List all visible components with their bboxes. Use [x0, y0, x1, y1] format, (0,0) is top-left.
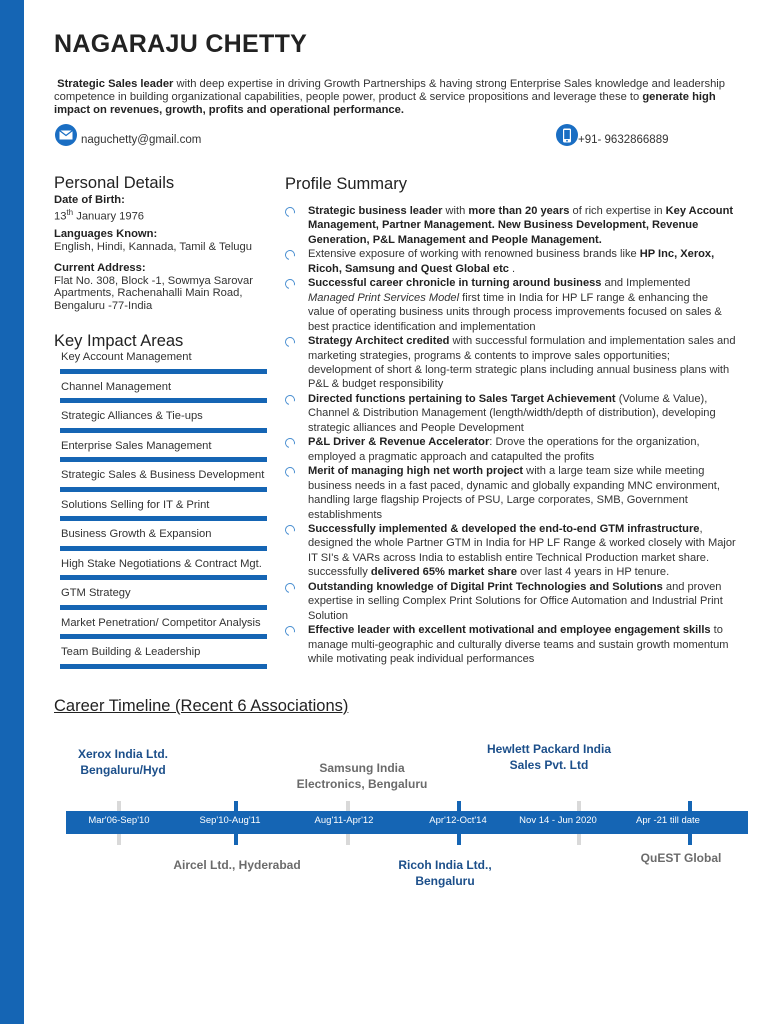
profile-bullet: Strategic business leader with more than 20 years of rich expertise in Key Account Management, Partner Management. New Business Development, Revenue Generation, P&L Management and People Management.: [284, 204, 736, 247]
address-block: [54, 262, 279, 312]
impact-item-label: Strategic Alliances & Tie-ups: [61, 410, 203, 422]
summary-bold-lead: Strategic Sales leader: [57, 78, 174, 90]
email-address[interactable]: naguchetty@gmail.com: [81, 134, 202, 146]
bullet-icon: [283, 581, 297, 595]
timeline-period: Aug'11-Apr'12: [314, 815, 374, 826]
impact-item-bar: [60, 605, 267, 610]
timeline-period: Mar'06-Sep'10: [88, 815, 150, 826]
impact-item-bar: [60, 398, 267, 403]
summary-text: with deep expertise in driving Growth Partnerships & having strong Enterprise Sales knowledge and leadership competence in building organizational capabilities, people power, product & service propositions and leverage these to: [54, 78, 726, 104]
dob-day: 13: [54, 210, 67, 223]
career-timeline-heading: Career Timeline (Recent 6 Associations): [54, 697, 349, 715]
personal-details-heading: Personal Details: [54, 174, 175, 192]
address-line-3: Bengaluru -77-India: [54, 299, 153, 312]
profile-bullet: Outstanding knowledge of Digital Print Technologies and Solutions and proven expertise in selling Complex Print Solutions for Office Automation and Industrial Print Solution: [284, 580, 736, 623]
bullet-icon: [283, 205, 297, 219]
profile-bullet: Merit of managing high net worth project with a large team size while meeting business needs in a fast paced, dynamic and globally expanding MNC environment, handling large flagship Projects of PSU, Large corporates, SMB, Government establishments: [284, 464, 736, 522]
key-impact-list: [54, 348, 272, 673]
address-label: Current Address:: [54, 262, 146, 274]
impact-item: [54, 466, 272, 496]
bullet-icon: [283, 436, 297, 450]
impact-item: [54, 496, 272, 526]
timeline-period: Apr'12-Oct'14: [429, 815, 487, 826]
languages-value: English, Hindi, Kannada, Tamil & Telugu: [54, 240, 252, 253]
left-accent-bar: [0, 0, 24, 1024]
impact-item: [54, 437, 272, 467]
impact-item-label: Business Growth & Expansion: [61, 528, 212, 540]
dob-suffix: th: [66, 207, 74, 217]
timeline-period: Sep'10-Aug'11: [199, 815, 261, 826]
impact-item-bar: [60, 457, 267, 462]
company-samsung: Samsung India Electronics, Bengaluru: [296, 761, 428, 791]
impact-item-bar: [60, 634, 267, 639]
address-line-1: Flat No. 308, Block -1, Sowmya Sarovar: [54, 274, 253, 287]
impact-item-bar: [60, 369, 267, 374]
impact-item-label: Key Account Management: [61, 351, 192, 363]
dob-label: Date of Birth:: [54, 194, 125, 206]
impact-item-label: Solutions Selling for IT & Print: [61, 498, 210, 511]
impact-item: [54, 348, 272, 378]
impact-item-bar: [60, 516, 267, 521]
company-xerox: Xerox India Ltd. Bengaluru/Hyd: [77, 747, 169, 777]
candidate-name: NAGARAJU CHETTY: [54, 30, 308, 58]
profile-summary-heading: Profile Summary: [285, 175, 407, 193]
impact-item-label: Team Building & Leadership: [61, 646, 201, 658]
impact-item-label: Channel Management: [61, 380, 172, 393]
phone-icon: [556, 124, 578, 146]
bullet-icon: [283, 249, 297, 263]
bullet-icon: [283, 624, 297, 638]
impact-item: [54, 614, 272, 644]
company-hp: Hewlett Packard India Sales Pvt. Ltd: [486, 742, 612, 772]
timeline-period: Nov 14 - Jun 2020: [519, 815, 597, 826]
dob-block: [54, 194, 279, 223]
company-quest: QuEST Global: [640, 851, 722, 865]
email-contact[interactable]: [55, 124, 201, 146]
profile-bullet: Successful career chronicle in turning around business and Implemented Managed Print Services Model first time in India for HP LF range & enhancing the value of operating business units through process improvements focused on sales & best practice identification and implementation: [284, 276, 736, 334]
impact-item-label: Enterprise Sales Management: [61, 439, 212, 452]
impact-item-bar: [60, 428, 267, 433]
impact-item-bar: [60, 546, 267, 551]
profile-bullet: Extensive exposure of working with renowned business brands like HP Inc, Xerox, Ricoh, Samsung and Quest Global etc .: [284, 247, 736, 276]
bullet-icon: [283, 523, 297, 537]
address-line-2: Apartments, Rachenahalli Main Road,: [54, 287, 243, 300]
profile-bullet: Directed functions pertaining to Sales Target Achievement (Volume & Value), Channel & Distribution Management (length/width/depth of distribution), developing strategic alliances and People Development: [284, 392, 736, 435]
company-aircel: Aircel Ltd., Hyderabad: [173, 858, 301, 872]
impact-item: [54, 407, 272, 437]
email-icon: [55, 124, 77, 146]
dob-month-year: January 1976: [73, 210, 145, 223]
company-ricoh: Ricoh India Ltd., Bengaluru: [398, 858, 492, 888]
timeline-bar: [66, 811, 748, 834]
impact-item: [54, 643, 272, 673]
impact-item: [54, 584, 272, 614]
bullet-icon: [283, 393, 297, 407]
impact-item-bar: [60, 664, 267, 669]
phone-contact[interactable]: [556, 124, 669, 146]
profile-summary-list: [284, 204, 736, 667]
profile-bullet: Successfully implemented & developed the end-to-end GTM infrastructure, designed the whole Partner GTM in India for HP LF Range & worked closely with Major IT SI's & VARs across India to establish entire Technical Production market share. successfully delivered 65% market share over last 4 years in HP tenure.: [284, 522, 736, 580]
bullet-icon: [283, 277, 297, 291]
summary-bold-tail: generate high impact on revenues, growth, profits and operational performance.: [54, 91, 716, 117]
impact-item-label: High Stake Negotiations & Contract Mgt.: [61, 557, 262, 570]
header-summary: [54, 78, 734, 118]
profile-bullet: Strategy Architect credited with successful formulation and implementation sales and marketing strategies, programs & contents to improve sales opportunities; development of short & long-term strategic plans including annual business plans with P&L & budget responsibility: [284, 334, 736, 392]
impact-item-label: Market Penetration/ Competitor Analysis: [61, 616, 261, 629]
key-impact-heading: Key Impact Areas: [54, 332, 184, 350]
timeline-period: Apr -21 till date: [636, 815, 700, 826]
impact-item-label: Strategic Sales & Business Development: [61, 469, 265, 481]
impact-item: [54, 555, 272, 585]
phone-number[interactable]: +91- 9632866889: [578, 134, 669, 146]
impact-item: [54, 525, 272, 555]
impact-item: [54, 378, 272, 408]
bullet-icon: [283, 465, 297, 479]
languages-block: [54, 228, 279, 253]
impact-item-label: GTM Strategy: [61, 587, 131, 599]
profile-bullet: P&L Driver & Revenue Accelerator: Drove the operations for the organization, employed a pragmatic approach and catapulted the profits: [284, 435, 736, 464]
impact-item-bar: [60, 487, 267, 492]
impact-item-bar: [60, 575, 267, 580]
profile-bullet: Effective leader with excellent motivational and employee engagement skills to manage multi-geographic and culturally diverse teams and sustain growth momentum while motivating peak individual performances: [284, 623, 736, 666]
bullet-icon: [283, 335, 297, 349]
dob-value: [54, 207, 279, 223]
languages-label: Languages Known:: [54, 228, 158, 240]
